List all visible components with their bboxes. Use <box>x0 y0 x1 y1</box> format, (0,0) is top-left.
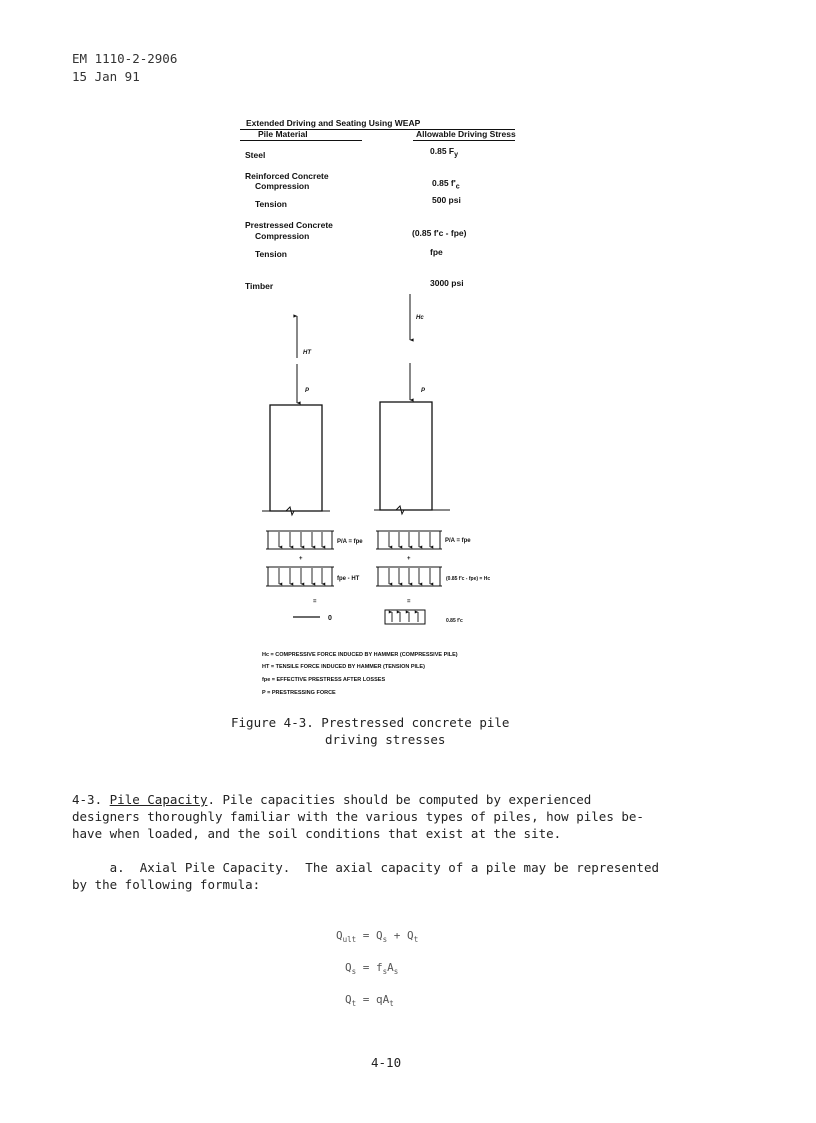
equation-qs: $Q_s = f_sA_s$ <box>345 961 399 977</box>
col-header-material-rule <box>240 140 362 141</box>
row-stress-rc-tension: 500 psi <box>432 195 461 205</box>
equation-qt: $Q_t = qA_t$ <box>345 993 394 1009</box>
right-plus-sign: + <box>407 556 411 562</box>
col-header-stress-rule <box>413 140 515 141</box>
subsection-line-1: a. Axial Pile Capacity. The axial capacity of a pile may be represented <box>72 860 659 875</box>
row-stress-timber: 3000 psi <box>430 278 464 288</box>
row-material-prestressed: Prestressed Concrete <box>245 220 333 230</box>
left-result-label: 0 <box>328 615 332 622</box>
document-date: 15 Jan 91 <box>72 69 140 84</box>
left-p-label: P <box>305 388 310 394</box>
row-material-rc-tension: Tension <box>255 199 287 209</box>
right-result-block <box>385 610 425 624</box>
right-force-label: Hc <box>416 315 424 321</box>
right-p-label: P <box>421 388 426 394</box>
document-number: EM 1110-2-2906 <box>72 51 178 66</box>
legend-hc: Hc = COMPRESSIVE FORCE INDUCED BY HAMMER (COMPRESSIVE PILE) <box>262 652 458 658</box>
right-stress-block-2 <box>376 567 442 586</box>
section-number: 4-3. <box>72 792 103 807</box>
col-header-stress: Allowable Driving Stress <box>416 129 516 139</box>
col-header-material: Pile Material <box>258 129 308 139</box>
left-break-line <box>262 507 330 515</box>
section-paragraph: 4-3. Pile Capacity. Pile capacities should be computed by experienced <box>72 792 592 807</box>
left-stress-block-1 <box>266 531 334 549</box>
section-title: Pile Capacity <box>109 792 208 807</box>
left-stress-label-1: P/A = fpe <box>337 539 363 545</box>
page-number: 4-10 <box>371 1055 402 1070</box>
row-stress-steel: 0.85 $F_y$ <box>430 146 459 159</box>
row-material-timber: Timber <box>245 281 274 291</box>
row-material-pc-tension: Tension <box>255 249 287 259</box>
right-stress-block-1 <box>376 531 442 549</box>
section-line-3: have when loaded, and the soil conditions that exist at the site. <box>72 826 562 841</box>
row-stress-pc-tension: fpe <box>430 247 443 257</box>
left-stress-label-2: fpe - HT <box>337 576 360 582</box>
figure-caption-line-2: driving stresses <box>325 732 446 747</box>
row-material-pc-compression: Compression <box>255 231 310 241</box>
right-stress-label-1: P/A = fpe <box>445 538 471 544</box>
row-material-rc-compression: Compression <box>255 181 310 191</box>
left-plus-sign: + <box>299 556 303 562</box>
pile-stress-diagram <box>250 290 530 625</box>
subsection-line-2: by the following formula: <box>72 877 261 892</box>
left-force-label: HT <box>303 350 311 356</box>
table-title: Extended Driving and Seating Using WEAP <box>246 118 421 128</box>
figure-caption-line-1: Figure 4-3. Prestressed concrete pile <box>231 715 510 730</box>
equation-qult: $Q_{ult} = Q_s + Q_t$ <box>336 929 419 945</box>
left-equals-sign: = <box>313 599 317 605</box>
row-material-steel: Steel <box>245 150 266 160</box>
left-pile <box>270 405 322 511</box>
right-break-line <box>374 506 450 514</box>
left-stress-block-2 <box>266 567 334 586</box>
row-material-reinforced: Reinforced Concrete <box>245 171 329 181</box>
right-pile <box>380 402 432 510</box>
right-stress-label-2: (0.85 f'c - fpe) = Hc <box>446 576 491 582</box>
section-line-2: designers thoroughly familiar with the various types of piles, how piles be- <box>72 809 644 824</box>
row-stress-rc-compression: 0.85 $f'_c$ <box>432 178 460 191</box>
legend-ht: HT = TENSILE FORCE INDUCED BY HAMMER (TENSION PILE) <box>262 664 425 670</box>
right-equals-sign: = <box>407 599 411 605</box>
row-stress-pc-compression: (0.85 f'c - fpe) <box>412 228 467 238</box>
legend-p: P = PRESTRESSING FORCE <box>262 690 336 696</box>
right-result-label: 0.85 f'c <box>446 618 463 624</box>
legend-fpe: fpe = EFFECTIVE PRESTRESS AFTER LOSSES <box>262 677 386 683</box>
